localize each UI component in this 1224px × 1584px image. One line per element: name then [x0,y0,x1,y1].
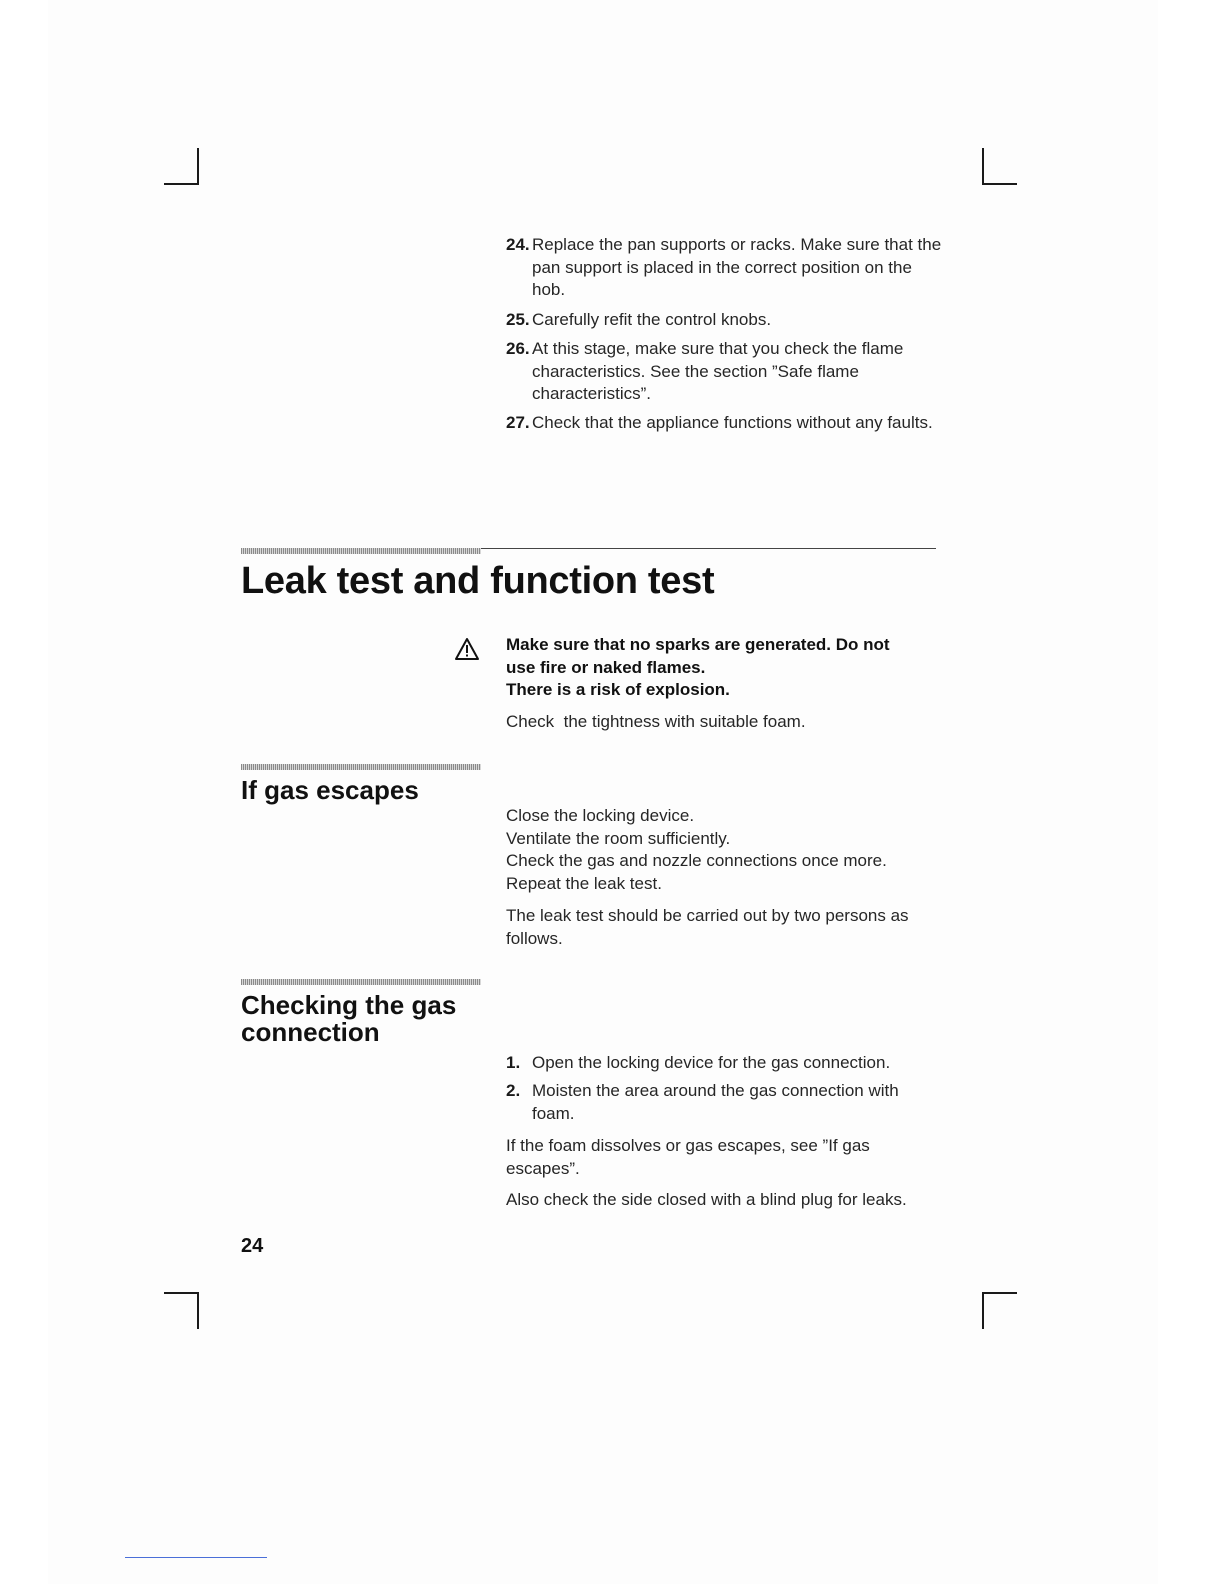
page-title: Leak test and function test [241,560,715,602]
step-text: Moisten the area around the gas connection with foam. [532,1081,899,1123]
warning-line: There is a risk of explosion. [506,680,730,699]
step-text: Replace the pan supports or racks. Make sure that the pan support is placed in the correct position on the hob. [532,235,942,299]
subsection-title-gas-connection: Checking the gas connection [241,990,457,1047]
instruction-line: Ventilate the room sufficiently. [506,828,731,848]
step-item [506,1052,946,1075]
step-item [506,234,946,302]
gas-escapes-instructions [506,805,946,895]
subsection-hatch-bar [241,979,481,985]
step-text: Open the locking device for the gas connection. [532,1053,891,1072]
check-tightness-text: Check the tightness with suitable foam. [506,712,806,731]
step-item [506,1080,936,1125]
warning-text [506,634,936,702]
foam-dissolves-text: If the foam dissolves or gas escapes, see ”If gas escapes”. [506,1136,870,1178]
warning-line: Make sure that no sparks are generated. Do not [506,635,890,654]
step-text: Check that the appliance functions without any faults. [532,413,933,432]
step-item [506,338,946,406]
warning-line: use fire or naked flames. [506,657,706,677]
step-number: 24. [506,235,530,254]
instruction-line: Close the locking device. [506,806,695,825]
section-hatch-bar [241,548,481,554]
step-number: 26. [506,339,530,358]
step-text: At this stage, make sure that you check the flame characteristics. See the section ”Safe flame characteristics”. [532,339,904,403]
subsection-hatch-bar [241,764,481,770]
page-number: 24 [241,1235,264,1257]
instruction-line: Repeat the leak test. [506,873,662,893]
crop-mark-top-right [982,148,1017,185]
subsection-title-gas-escapes: If gas escapes [241,775,419,805]
footer-link-underline [125,1557,267,1558]
step-item [506,309,946,332]
section-rule [481,548,936,549]
step-item [506,412,946,435]
warning-triangle-icon [454,637,480,661]
step-number: 25. [506,310,530,329]
leak-test-note: The leak test should be carried out by two persons as follows. [506,906,909,948]
crop-mark-bottom-right [982,1292,1017,1329]
step-number: 2. [506,1081,521,1100]
crop-mark-top-left [164,148,199,185]
crop-mark-bottom-left [164,1292,199,1329]
instruction-line: Check the gas and nozzle connections once more. [506,851,887,870]
blind-plug-text: Also check the side closed with a blind plug for leaks. [506,1190,907,1209]
step-number: 1. [506,1053,521,1072]
step-text: Carefully refit the control knobs. [532,310,772,329]
step-number: 27. [506,413,530,432]
